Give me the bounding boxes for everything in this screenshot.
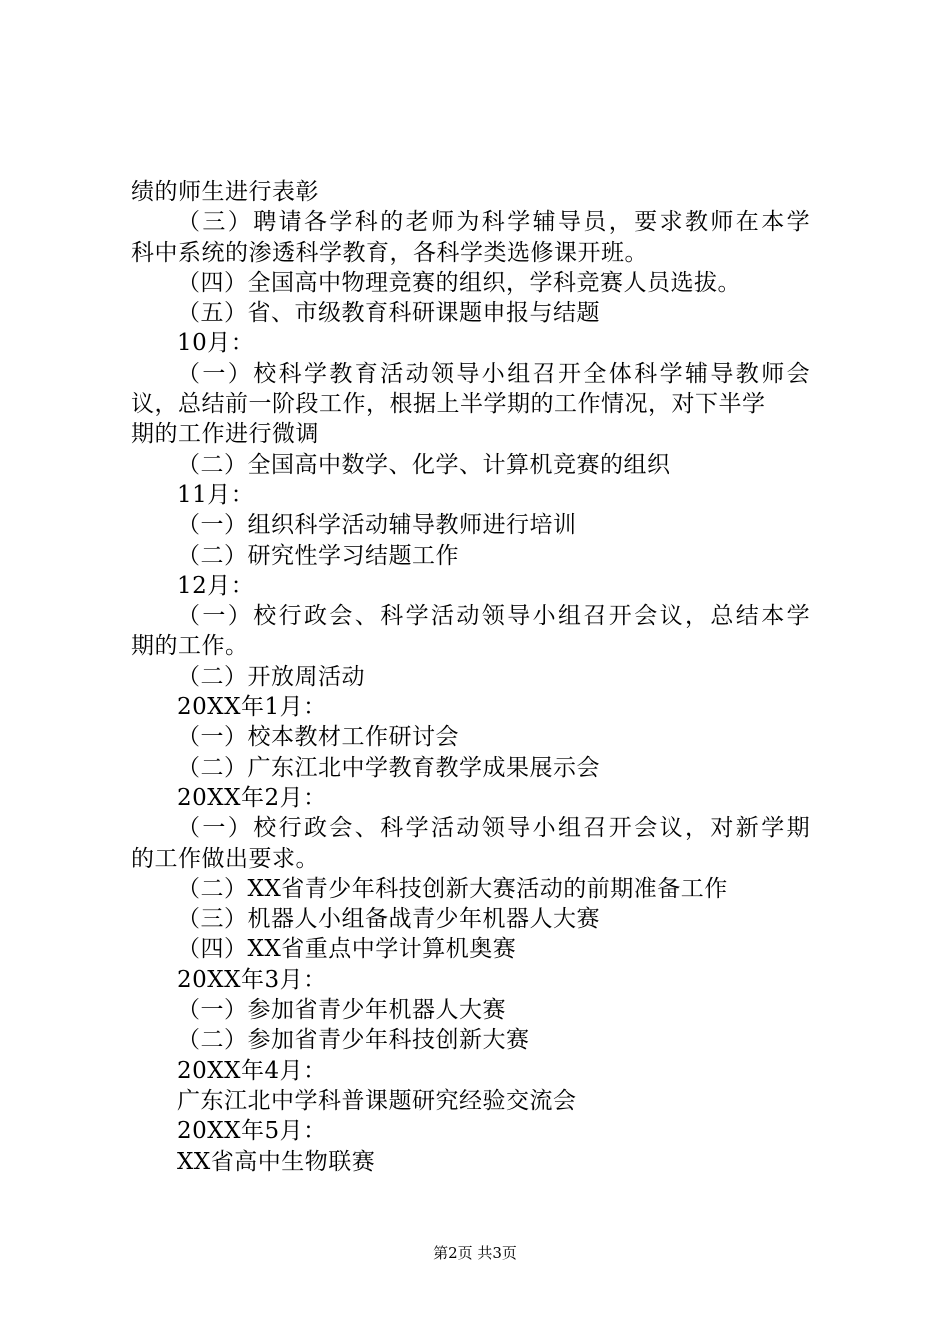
document-body (131, 177, 831, 1177)
text-line: （三）聘请各学科的老师为科学辅导员，要求教师在本学 (177, 209, 812, 236)
text-line: （四）XX省重点中学计算机奥赛 (177, 936, 517, 963)
text-line: 广东江北中学科普课题研究经验交流会 (177, 1087, 577, 1114)
text-line: 期的工作进行微调 (131, 421, 319, 448)
month-heading: 20XX年4月： (177, 1057, 327, 1084)
text-line: （一）校行政会、科学活动领导小组召开会议，总结本学 (177, 603, 812, 630)
text-line: （一）校本教材工作研讨会 (177, 724, 459, 751)
text-line: （一）校行政会、科学活动领导小组召开会议，对新学期 (177, 815, 812, 842)
text-line: （一）校科学教育活动领导小组召开全体科学辅导教师会 (177, 360, 812, 387)
month-heading: 20XX年1月： (177, 694, 327, 721)
page-number-footer: 第2页 共3页 (433, 1244, 517, 1262)
text-line: （二）全国高中数学、化学、计算机竞赛的组织 (177, 451, 671, 478)
text-line: （四）全国高中物理竞赛的组织，学科竞赛人员选拔。 (177, 269, 741, 296)
text-line: （二）XX省青少年科技创新大赛活动的前期准备工作 (177, 875, 728, 902)
text-line: （一）组织科学活动辅导教师进行培训 (177, 512, 577, 539)
text-line: （三）机器人小组备战青少年机器人大赛 (177, 906, 600, 933)
month-heading: 20XX年5月： (177, 1118, 327, 1145)
month-heading: 10月： (177, 330, 255, 357)
month-heading: 11月： (177, 481, 255, 508)
text-line: （二）参加省青少年科技创新大赛 (177, 1027, 530, 1054)
text-line: 议，总结前一阶段工作，根据上半学期的工作情况，对下半学 (131, 391, 766, 418)
text-line: 科中系统的渗透科学教育，各科学类选修课开班。 (131, 239, 648, 266)
text-line: XX省高中生物联赛 (177, 1148, 376, 1175)
text-line: （一）参加省青少年机器人大赛 (177, 997, 506, 1024)
month-heading: 12月： (177, 572, 255, 599)
text-line: （五）省、市级教育科研课题申报与结题 (177, 300, 600, 327)
month-heading: 20XX年3月： (177, 966, 327, 993)
text-line: 的工作做出要求。 (131, 845, 319, 872)
text-line: 期的工作。 (131, 633, 249, 660)
text-line: 绩的师生进行表彰 (131, 179, 319, 205)
text-line: （二）研究性学习结题工作 (177, 542, 459, 569)
month-heading: 20XX年2月： (177, 784, 327, 811)
text-line: （二）广东江北中学教育教学成果展示会 (177, 754, 600, 781)
text-line: （二）开放周活动 (177, 663, 365, 690)
